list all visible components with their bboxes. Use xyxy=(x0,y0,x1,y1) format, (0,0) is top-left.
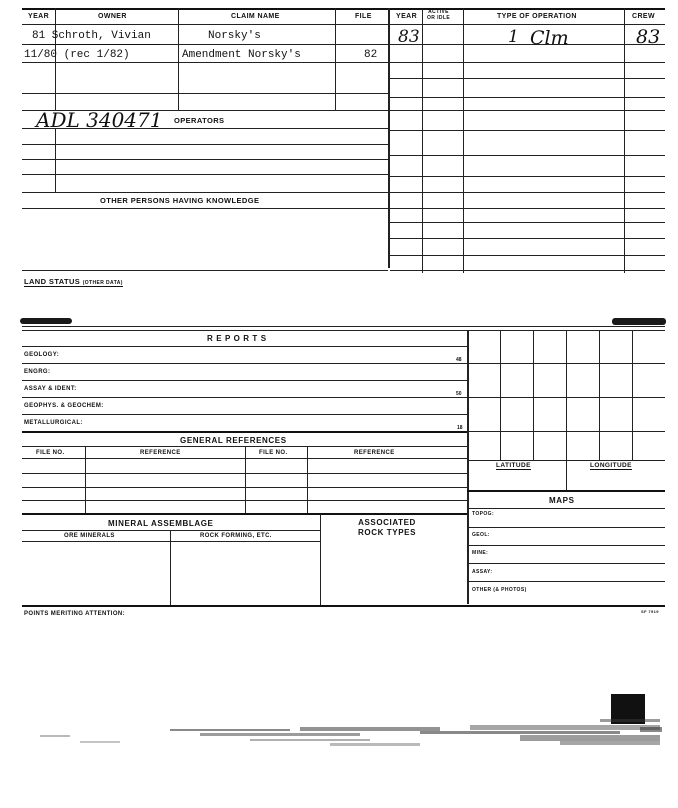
report-assay-ident: ASSAY & IDENT: xyxy=(24,386,77,392)
claim-row-1: Norsky's xyxy=(208,30,261,42)
maps-title: MAPS xyxy=(549,496,575,505)
scan-noise-strip xyxy=(0,715,678,775)
header-year-ops: YEAR xyxy=(396,13,418,20)
maps-mine: MINE: xyxy=(472,550,489,556)
maps-topog: TOPOG: xyxy=(472,511,495,517)
reports-title: R E P O R T S xyxy=(207,334,267,343)
associated-rock-types-label: ASSOCIATED ROCK TYPES xyxy=(358,518,417,537)
header-type-of-operation: TYPE OF OPERATION xyxy=(497,13,577,20)
report-geology: GEOLOGY: xyxy=(24,352,60,358)
header-crew: CREW xyxy=(632,13,655,20)
latitude-label: LATITUDE xyxy=(496,462,531,469)
ops-crew-handwritten: 83 xyxy=(636,26,661,48)
adl-number-handwritten: ADL 340471 xyxy=(36,108,163,132)
header-claim-name: CLAIM NAME xyxy=(231,13,280,20)
maps-assay: ASSAY: xyxy=(472,569,493,575)
report-metallurgical-code: 18 xyxy=(457,425,463,431)
operators-label: OPERATORS xyxy=(174,116,225,125)
gr-col-reference-1: REFERENCE xyxy=(140,450,181,456)
other-persons-label: OTHER PERSONS HAVING KNOWLEDGE xyxy=(100,196,260,205)
header-active-idle: ACTIVE OR IDLE xyxy=(427,9,451,21)
ore-minerals-label: ORE MINERALS xyxy=(64,533,115,539)
form-number: SF 7919 xyxy=(641,609,659,614)
scan-band-left xyxy=(20,318,72,324)
owner-row-1: 81 Schroth, Vivian xyxy=(32,30,151,42)
general-references-title: GENERAL REFERENCES xyxy=(180,436,287,445)
land-status-label: LAND STATUS (OTHER DATA) xyxy=(24,277,123,286)
maps-geol: GEOL: xyxy=(472,532,490,538)
ops-type-handwritten: Clm xyxy=(530,27,569,49)
gr-col-file-no-2: FILE NO. xyxy=(259,450,288,456)
longitude-label: LONGITUDE xyxy=(590,462,632,469)
points-meriting-attention-label: POINTS MERITING ATTENTION: xyxy=(24,611,126,617)
gr-col-file-no-1: FILE NO. xyxy=(36,450,65,456)
maps-other: OTHER (& PHOTOS) xyxy=(472,587,527,593)
header-file: FILE xyxy=(355,13,372,20)
report-assay-code: 50 xyxy=(456,391,462,397)
ops-active-handwritten: 1 xyxy=(508,27,519,47)
header-year: YEAR xyxy=(28,13,50,20)
file-row-2: 82 xyxy=(364,49,378,61)
rock-forming-label: ROCK FORMING, ETC. xyxy=(200,533,272,539)
scan-band-right xyxy=(612,318,666,325)
ops-year-handwritten: 83 xyxy=(398,27,420,47)
mineral-assemblage-title: MINERAL ASSEMBLAGE xyxy=(108,519,214,528)
report-geology-code: 48 xyxy=(456,357,462,363)
report-geophys: GEOPHYS. & GEOCHEM: xyxy=(24,403,104,409)
report-engrg: ENGRG: xyxy=(24,369,51,375)
owner-row-2: 11/80 (rec 1/82) xyxy=(24,49,130,61)
claim-row-2: Amendment Norsky's xyxy=(182,49,301,61)
gr-col-reference-2: REFERENCE xyxy=(354,450,395,456)
report-metallurgical: METALLURGICAL: xyxy=(24,420,83,426)
header-owner: OWNER xyxy=(98,13,127,20)
